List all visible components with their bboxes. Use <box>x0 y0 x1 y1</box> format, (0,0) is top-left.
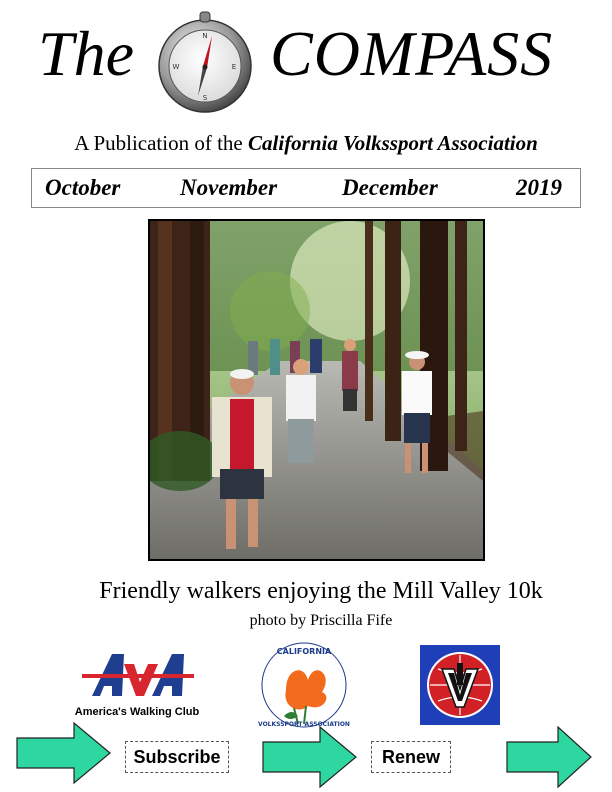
svg-text:E: E <box>231 63 237 71</box>
ava-tagline: America's Walking Club <box>74 706 200 718</box>
renew-button[interactable]: Renew <box>371 741 451 773</box>
svg-text:W: W <box>172 63 180 71</box>
masthead <box>0 0 612 125</box>
publication-subtitle <box>0 131 612 156</box>
compass-icon <box>152 10 258 116</box>
arrow-right-icon[interactable] <box>506 726 592 788</box>
masthead-title-the: The <box>38 18 134 89</box>
cva-top-text: CALIFORNIA <box>276 647 332 656</box>
issue-year: 2019 <box>516 175 562 200</box>
photo-caption: Friendly walkers enjoying the Mill Valley 10k <box>99 578 543 604</box>
walkers-photo-illustration <box>150 221 483 559</box>
arrow-right-icon <box>16 722 111 784</box>
svg-text:S: S <box>202 94 208 102</box>
issue-date-box <box>31 168 581 208</box>
arrow-right-icon <box>262 726 357 788</box>
subscribe-button[interactable]: Subscribe <box>125 741 229 773</box>
ivv-logo[interactable] <box>420 645 500 725</box>
cover-photo <box>148 219 485 561</box>
issue-month-3: December <box>342 175 438 200</box>
svg-text:N: N <box>202 32 208 40</box>
cva-logo[interactable] <box>254 640 354 730</box>
ava-logo[interactable] <box>62 640 212 725</box>
association-name: California Volkssport Association <box>248 131 538 155</box>
cva-ring-text: VOLKSSPORT ASSOCIATION <box>258 721 350 728</box>
masthead-title-compass: COMPASS <box>270 18 554 89</box>
issue-month-1: October <box>45 175 121 200</box>
photo-credit: photo by Priscilla Fife <box>249 612 393 629</box>
ava-logo-mark <box>62 640 212 706</box>
issue-month-2: November <box>180 175 278 200</box>
subtitle-prefix: A Publication of the <box>74 131 249 155</box>
